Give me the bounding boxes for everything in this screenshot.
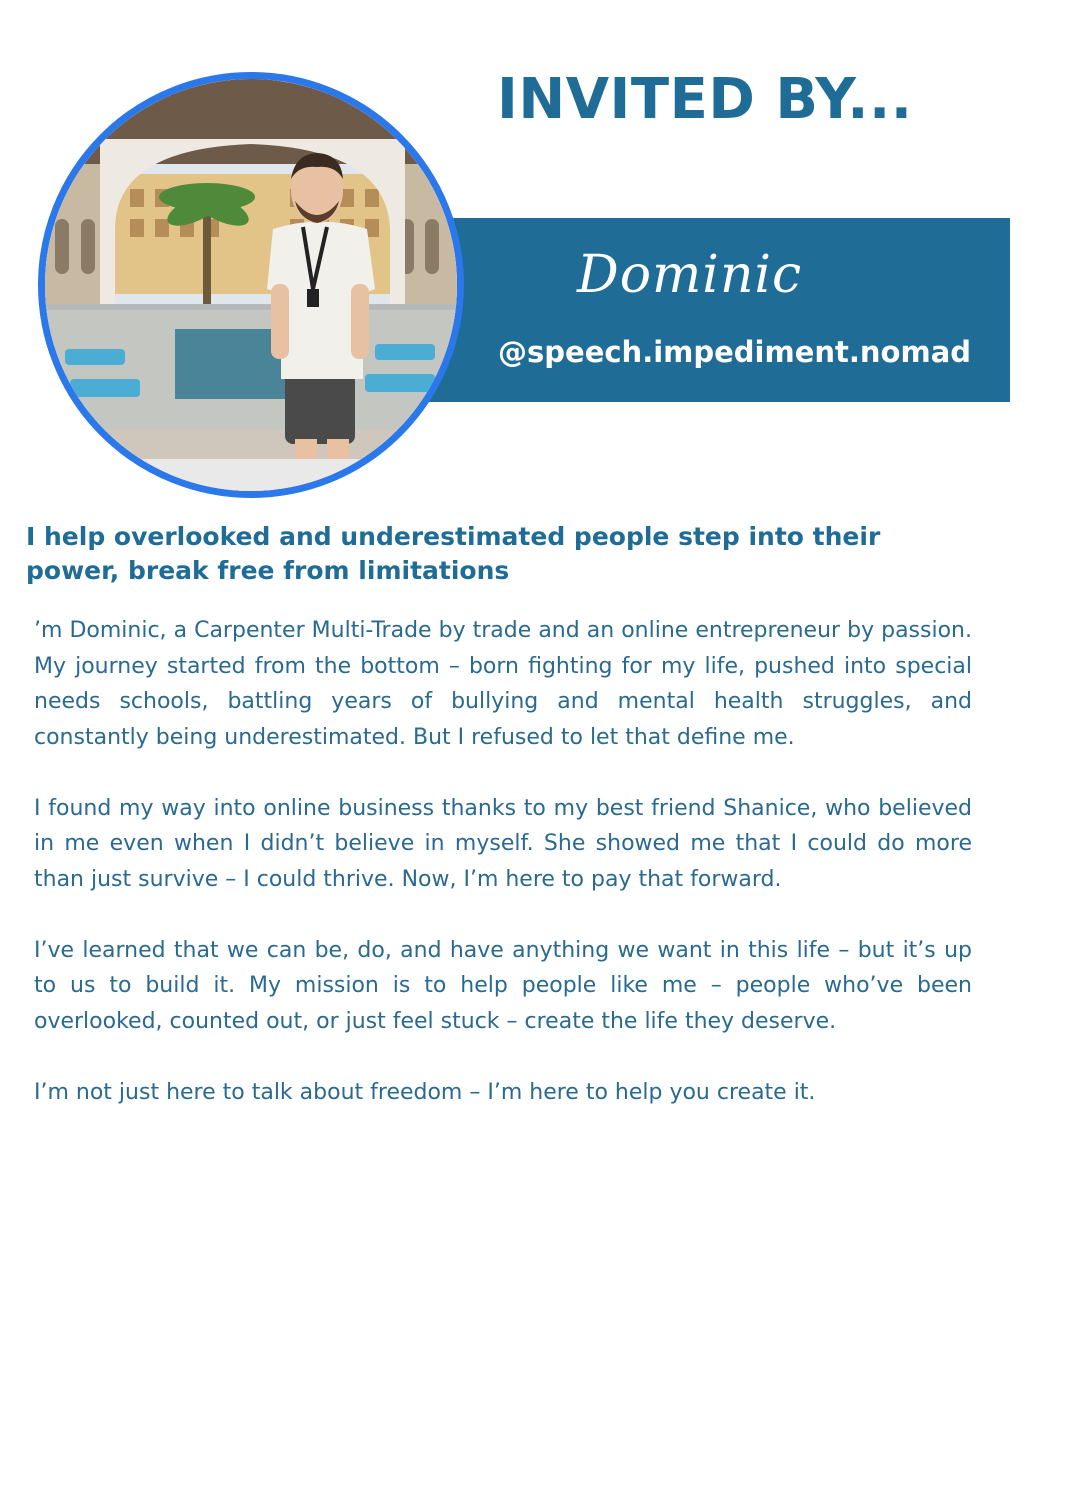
headline: I help overlooked and underestimated people step into their power, break free from limitations xyxy=(26,522,881,585)
bio-paragraph: I found my way into online business thanks to my best friend Shanice, who believed in me even when I didn’t believe in myself. She showed me that I could do more than just survive – I could thrive. Now, I’m here to pay that forward. xyxy=(34,795,972,892)
page-title: INVITED BY... xyxy=(497,67,913,132)
script-name: Dominic xyxy=(577,245,803,305)
bio-paragraph: I’m not just here to talk about freedom – I’m here to help you create it. xyxy=(34,1079,816,1105)
bio-paragraph: ’m Dominic, a Carpenter Multi-Trade by trade and an online entrepreneur by passion. My journey started from the bottom – born fighting for my life, pushed into special needs schools, battling years of bullying and mental health struggles, and constantly being underestimated. But I refused to let that define me. xyxy=(34,618,972,750)
bio-paragraph: I’ve learned that we can be, do, and have anything we want in this life – but it’s up to us to build it. My mission is to help people like me – people who’ve been overlooked, counted out, or just feel stuck – create the life they deserve. xyxy=(34,937,972,1034)
bio-text xyxy=(34,613,972,1146)
name-banner xyxy=(380,218,1010,402)
social-handle: @speech.impediment.nomad xyxy=(498,335,972,369)
profile-photo xyxy=(38,72,464,498)
